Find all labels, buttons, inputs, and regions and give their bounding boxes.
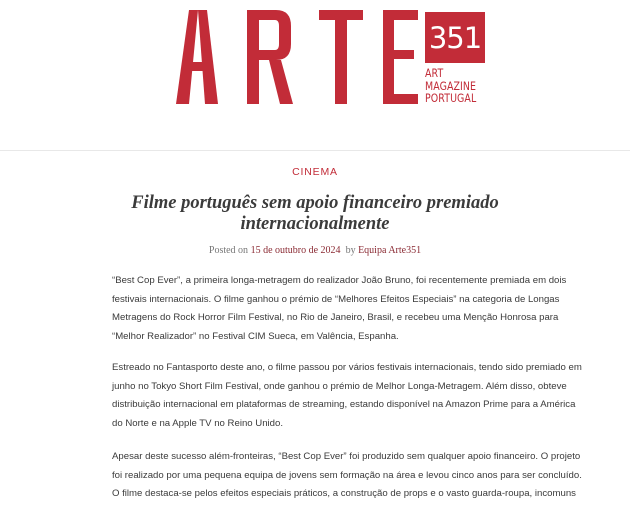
paragraph-line: festivais internacionais. O filme ganhou o prémio de “Melhores Efeitos Especiais” na categoria de Longas bbox=[112, 293, 560, 305]
logo-letter-a bbox=[176, 10, 198, 104]
article-title: Filme português sem apoio financeiro premiado internacionalmente bbox=[131, 193, 499, 234]
paragraph-line: Apesar deste sucesso além-fronteiras, “Best Cop Ever” foi produzido sem qualquer apoio financeiro. O projeto bbox=[112, 451, 581, 462]
article-paragraph bbox=[112, 359, 582, 433]
paragraph-line: Metragens do Rock Horror Film Festival, no Rio de Janeiro, Brasil, e recebeu uma Menção Honrosa para bbox=[112, 312, 559, 324]
logo-subtitle bbox=[425, 67, 476, 105]
post-date-link[interactable]: 15 de outubro de 2024 bbox=[250, 245, 341, 256]
logo-subtitle-line: MAGAZINE bbox=[425, 78, 477, 93]
paragraph-line: O filme destaca-se pelos efeitos especiais práticos, a construção de props e o vasto guarda-roupa, incomuns bbox=[112, 488, 576, 500]
paragraph-line: junho no Tokyo Short Film Festival, onde ganhou o prémio de Melhor Longa-Metragem. Além disso, obteve bbox=[112, 380, 567, 392]
paragraph-line: “Melhor Realizador” no Festival CIM Sueca, em Valência, Espanha. bbox=[112, 330, 399, 342]
site-logo[interactable] bbox=[176, 4, 420, 104]
by-prefix: by bbox=[340, 245, 359, 256]
author-link[interactable]: Equipa Arte351 bbox=[358, 245, 422, 256]
paragraph-line: foi realizado por uma pequena equipa de jovens sem formação na área e levou cinco anos para ser concluído. bbox=[112, 469, 582, 481]
posted-prefix: Posted on bbox=[208, 245, 251, 256]
logo-number: 351 bbox=[428, 21, 482, 55]
paragraph-line: distribuição internacional em plataformas de streaming, estando disponível na Amazon Prime para a América bbox=[112, 399, 576, 411]
logo-subtitle-line: ART bbox=[425, 66, 444, 80]
paragraph-line: do Norte e na Apple TV no Reino Unido. bbox=[112, 417, 284, 429]
paragraph-line: “Best Cop Ever”, a primeira longa-metragem do realizador João Bruno, foi recentemente premiada em dois bbox=[112, 275, 567, 286]
logo-subtitle-line: PORTUGAL bbox=[425, 91, 477, 105]
site-header bbox=[0, 0, 630, 151]
paragraph-line: Estreado no Fantasporto deste ano, o filme passou por vários festivais internacionais, tendo sido premiado em bbox=[112, 362, 582, 373]
category-link[interactable]: CINEMA bbox=[292, 166, 338, 178]
article-paragraph bbox=[112, 272, 567, 346]
article-paragraph bbox=[112, 448, 582, 504]
article-meta bbox=[0, 245, 630, 256]
